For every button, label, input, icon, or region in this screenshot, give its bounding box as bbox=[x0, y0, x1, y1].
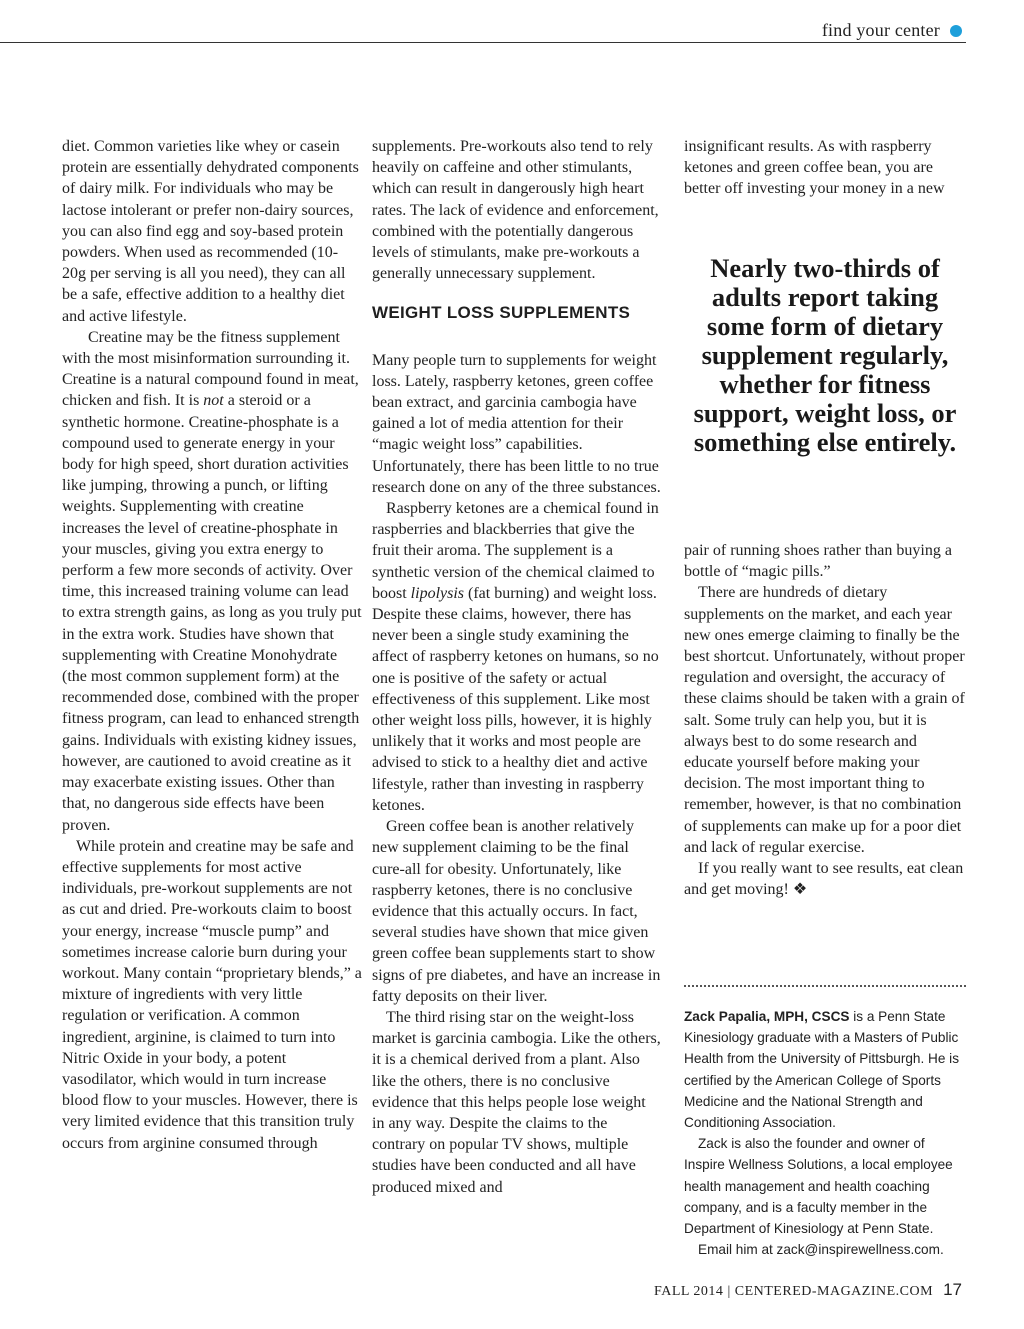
paragraph-preworkout: While protein and creatine may be safe and effective supplements for most active individuals, pre-workout supplements are not as cut and dried. Pre-workouts claim to boost your energy, increase “muscle pump” and sometimes increase calorie burn during your workout. Many contain “proprietary blends,” a mixture of ingredients with very little regulation or verification. A common ingredient, arginine, is claimed to turn into Nitric Oxide in your body, a potent vasodilator, which would in turn increase blood flow to your muscles. However, there is very limited evidence that this transition truly occurs from arginine consumed through bbox=[62, 837, 362, 1152]
paragraph-garcinia: The third rising star on the weight-loss market is garcinia cambogia. Like the others, it is a chemical derived from a plant. Also like the others, there is no conclusive evidence that this helps people lose weight in any way. Despite the claims to the contrary on popular TV shows, multiple studies have been conducted and all have produced mixed and bbox=[372, 1008, 661, 1196]
section-subheading: WEIGHT LOSS SUPPLEMENTS bbox=[372, 303, 631, 323]
paragraph: Many people turn to supplements for weight loss. Lately, raspberry ketones, green coffee bean extract, and garcinia cambogia have gained a lot of media attention for their “magic weight loss” capabilities. Unfortunately, there has been little to no true research done on any of the three substances. bbox=[372, 351, 661, 496]
bio-email: Email him at zack@inspirewellness.com. bbox=[698, 1242, 944, 1258]
emphasis-lipolysis: lipolysis bbox=[410, 584, 465, 602]
header-divider bbox=[0, 42, 966, 43]
author-name: Zack Papalia, MPH, CSCS bbox=[684, 1009, 850, 1024]
bio-paragraph: Zack is also the founder and owner of Inspire Wellness Solutions, a local employee health management and health coaching company, and is a faculty member in the Department of Kinesiology at Penn State. bbox=[684, 1136, 953, 1237]
paragraph: There are hundreds of dietary supplements on the market, and each year new ones emerge claiming to finally be the best shortcut. Unfortunately, without proper regulation and oversight, the accuracy of these claims should be taken with a grain of salt. Some truly can help you, but it is always best to do some research and educate yourself before making your decision. The most important thing to remember, however, is that no combination of supplements can make up for a poor diet and lack of regular exercise. bbox=[684, 584, 965, 856]
page-footer bbox=[654, 1280, 962, 1300]
article-column-3-top bbox=[684, 136, 966, 200]
paragraph-creatine: Creatine may be the fitness supplement with the most misinformation surrounding it. Creatine is a natural compound found in meat, chicken and fish. It is not a steroid or a synthetic hormone. Creatine-phosphate is a compound used to generate energy in your body for high speed, short duration activities like jumping, throwing a punch, or lifting weights. Supplementing with creatine increases the level of creatine-phosphate in your muscles, giving you extra energy to perform a few more seconds of activity. Over time, this increased training volume can lead to extra strength gains, as long as you truly put in the extra work. Studies have shown that supplementing with Creatine Monohydrate (the most common supplement form) at the recommended dose, combined with the proper fitness program, can lead to enhanced strength gains. Individuals with existing kidney issues, however, are cautioned to avoid creatine as it may exacerbate existing issues. Other than that, no dangerous side effects have been proven. bbox=[62, 328, 362, 834]
paragraph-raspberry-ketones: Raspberry ketones are a chemical found in raspberries and blackberries that give the fruit their aroma. The supplement is a synthetic version of the chemical claimed to boost lipolysis (fat burning) and weight loss. Despite these claims, however, there has never been a single study examining the affect of raspberry ketones on humans, so no one is positive of the safety or actual effectiveness of this supplement. Like most other weight loss pills, however, it is highly unlikely that it works and most people are advised to stick to a healthy diet and active lifestyle, rather than investing in raspberry ketones. bbox=[372, 500, 659, 814]
article-column-1 bbox=[62, 136, 362, 1154]
paragraph: supplements. Pre-workouts also tend to rely heavily on caffeine and other stimulants, which can result in dangerously high heart rates. The lack of evidence and enforcement, combined with the potentially dangerous levels of stimulants, make pre-workouts a generally unnecessary supplement. bbox=[372, 138, 659, 283]
paragraph: insignificant results. As with raspberry ketones and green coffee bean, you are better off investing your money in a new bbox=[684, 138, 945, 198]
author-bio bbox=[684, 1006, 966, 1260]
article-column-3-bottom bbox=[684, 540, 966, 900]
paragraph: pair of running shoes rather than buying a bottle of “magic pills.” bbox=[684, 542, 952, 581]
paragraph-green-coffee: Green coffee bean is another relatively new supplement claiming to be the final cure-all for obesity. Unfortunately, like raspberry ketones, there is no conclusive evidence that this actually occurs. In fact, several studies have shown that mice given green coffee bean supplements start to show signs of pre diabetes, and have an increase in fatty deposits on their liver. bbox=[372, 818, 661, 1005]
emphasis-not: not bbox=[203, 392, 224, 410]
pull-quote: Nearly two-thirds of adults report taking some form of dietary supplement regularly, whether for fitness support, weight loss, or something else entirely. bbox=[693, 253, 957, 457]
bio-divider bbox=[684, 985, 966, 987]
page-number: 17 bbox=[943, 1280, 962, 1299]
page-header bbox=[0, 0, 1024, 50]
article-column-2 bbox=[372, 136, 662, 1198]
site-label: CENTERED-MAGAZINE.COM bbox=[734, 1284, 934, 1299]
issue-label: FALL 2014 bbox=[653, 1284, 724, 1299]
paragraph-closing: If you really want to see results, eat clean and get moving! ❖ bbox=[684, 860, 964, 899]
paragraph: diet. Common varieties like whey or casein protein are essentially dehydrated components of dairy milk. For individuals who may be lactose intolerant or prefer non-dairy sources, you can also find egg and soy-based protein powders. When used as recommended (10-20g per serving is all you need), they can all be a safe, effective addition to a healthy diet and active lifestyle. bbox=[62, 138, 359, 325]
bio-paragraph: Zack Papalia, MPH, CSCS is a Penn State Kinesiology graduate with a Masters of Public Health from the University of Pittsburgh. He is certified by the American College of Sports Medicine and the National Strength and Conditioning Association. bbox=[684, 1009, 960, 1131]
footer-separator: | bbox=[727, 1284, 731, 1299]
section-label: find your center bbox=[821, 20, 940, 40]
end-mark-icon: ❖ bbox=[792, 881, 808, 899]
section-dot-icon bbox=[950, 25, 962, 37]
